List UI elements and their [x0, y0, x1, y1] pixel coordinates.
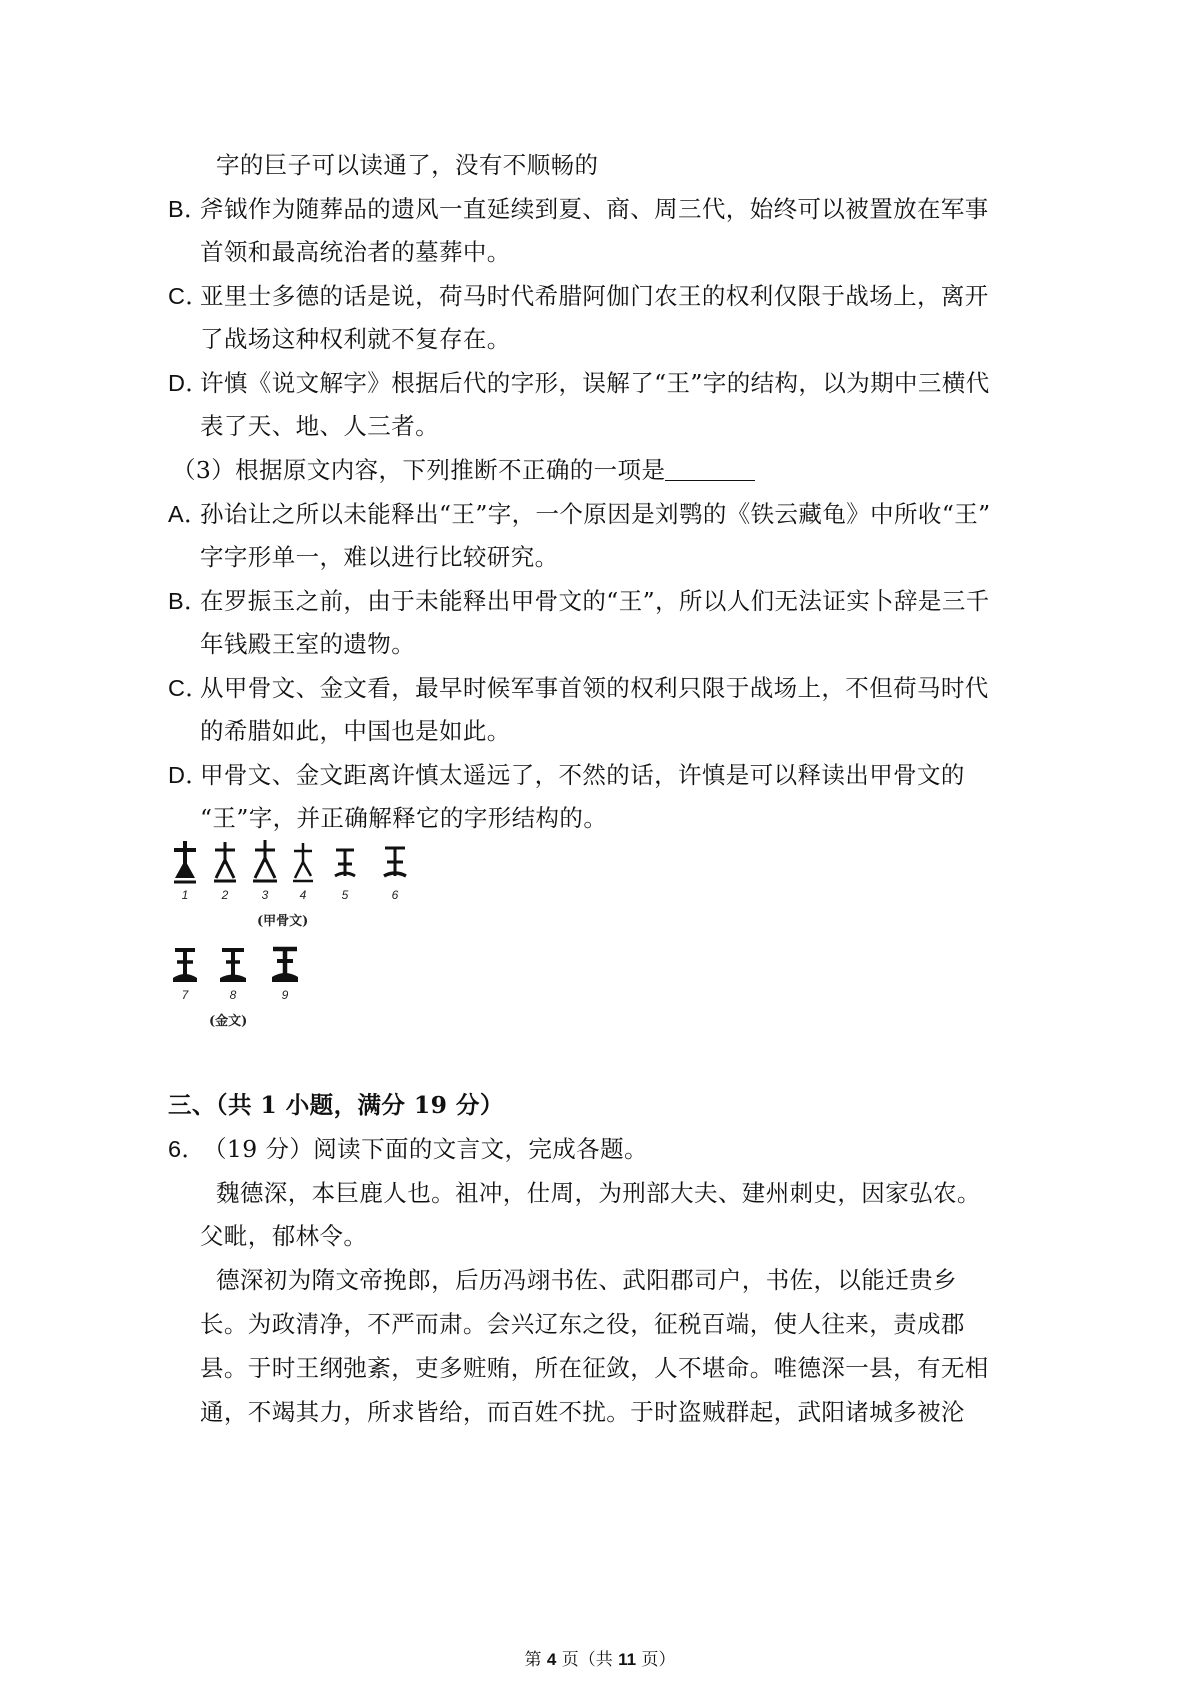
footer-total-pages: 11	[618, 1650, 637, 1669]
glyph-number: 3	[261, 888, 269, 902]
glyph-number: 1	[181, 888, 189, 902]
oracle-glyph-1	[165, 838, 205, 902]
axe-glyph-icon	[330, 838, 360, 886]
option-mark: C．	[168, 675, 210, 701]
wang-glyph-figure	[165, 838, 425, 1033]
option-mark: B．	[168, 196, 208, 222]
axe-glyph-icon	[218, 942, 248, 986]
option-text: 年钱殿王室的遗物。	[200, 630, 416, 658]
glyph-number: 2	[221, 888, 229, 902]
question-number: 6．	[168, 1136, 206, 1162]
oracle-glyph-4	[283, 838, 323, 902]
footer-text: 页（共	[556, 1650, 619, 1670]
option-text: “王”字，并正确解释它的字形结构的。	[200, 804, 608, 832]
bronze-glyph-8	[213, 942, 253, 1002]
oracle-glyph-3	[245, 838, 285, 902]
option-mark: A．	[168, 501, 208, 527]
option-text: 在罗振玉之前，由于未能释出甲骨文的“王”，所以人们无法证实卜辞是三千	[200, 587, 990, 615]
footer-page-number: 4	[546, 1650, 557, 1669]
oracle-caption: (甲骨文)	[257, 914, 309, 929]
bronze-glyph-7	[165, 942, 205, 1002]
passage-line: 通，不竭其力，所求皆给，而百姓不扰。于时盗贼群起，武阳诸城多被沦	[200, 1398, 965, 1426]
passage-line: 长。为政清净，不严而肃。会兴辽东之役，征税百端，使人往来，责成郡	[200, 1310, 965, 1338]
axe-glyph-icon	[250, 838, 280, 886]
question-3-text: （3）根据原文内容，下列推断不正确的一项是	[172, 456, 666, 484]
option-text: 斧钺作为随葬品的遗风一直延续到夏、商、周三代，始终可以被置放在军事	[200, 195, 989, 223]
passage-line: 父毗，郁林令。	[200, 1222, 368, 1250]
bronze-glyph-9	[265, 942, 305, 1002]
passage-line: 县。于时王纲弛紊，吏多赃贿，所在征敛，人不堪命。唯德深一县，有无相	[200, 1354, 989, 1382]
oracle-glyph-6	[375, 838, 415, 902]
section-heading: 三、（共 1 小题，满分 19 分）	[168, 1091, 504, 1119]
axe-glyph-icon	[170, 942, 200, 986]
axe-glyph-icon	[270, 942, 300, 986]
glyph-number: 6	[391, 888, 399, 902]
option-text: 从甲骨文、金文看，最早时候军事首领的权利只限于战场上，不但荷马时代	[200, 674, 989, 702]
glyph-number: 8	[229, 988, 237, 1002]
option-text: 首领和最高统治者的墓葬中。	[200, 238, 511, 266]
text-line: 字的巨子可以读通了，没有不顺畅的	[216, 151, 599, 179]
option-text: 字字形单一，难以进行比较研究。	[200, 543, 559, 571]
oracle-glyph-2	[205, 838, 245, 902]
option-mark: D．	[168, 762, 210, 788]
glyph-number: 5	[341, 888, 349, 902]
glyph-number: 9	[281, 988, 289, 1002]
bronze-caption: (金文)	[209, 1014, 248, 1029]
option-text: 甲骨文、金文距离许慎太遥远了，不然的话，许慎是可以释读出甲骨文的	[200, 761, 965, 789]
question-3	[172, 451, 755, 485]
glyph-number: 4	[299, 888, 307, 902]
glyph-number: 7	[181, 988, 189, 1002]
footer-text: 页）	[636, 1650, 676, 1670]
option-mark: C．	[168, 283, 210, 309]
question-6-text: （19 分）阅读下面的文言文，完成各题。	[203, 1135, 648, 1163]
option-mark: B．	[168, 588, 208, 614]
axe-glyph-icon	[380, 838, 410, 886]
option-text: 表了天、地、人三者。	[200, 412, 439, 440]
option-text: 孙诒让之所以未能释出“王”字，一个原因是刘鹗的《铁云藏龟》中所收“王”	[200, 500, 991, 528]
passage-line: 魏德深，本巨鹿人也。祖冲，仕周，为刑部大夫、建州刺史，因家弘农。	[216, 1179, 981, 1207]
option-text: 亚里士多德的话是说，荷马时代希腊阿伽门农王的权利仅限于战场上，离开	[200, 282, 989, 310]
axe-glyph-icon	[210, 838, 240, 886]
option-text: 的希腊如此，中国也是如此。	[200, 717, 511, 745]
oracle-glyph-5	[325, 838, 365, 902]
option-mark: D．	[168, 370, 210, 396]
axe-glyph-icon	[170, 838, 200, 886]
footer-text: 第	[524, 1650, 547, 1670]
axe-glyph-icon	[288, 838, 318, 886]
passage-line: 德深初为隋文帝挽郎，后历冯翊书佐、武阳郡司户，书佐，以能迁贵乡	[216, 1266, 957, 1294]
answer-blank	[665, 458, 755, 481]
option-text: 许慎《说文解字》根据后代的字形，误解了“王”字的结构，以为期中三横代	[200, 369, 990, 397]
option-text: 了战场这种权利就不复存在。	[200, 325, 511, 353]
page-footer	[0, 1645, 1200, 1670]
